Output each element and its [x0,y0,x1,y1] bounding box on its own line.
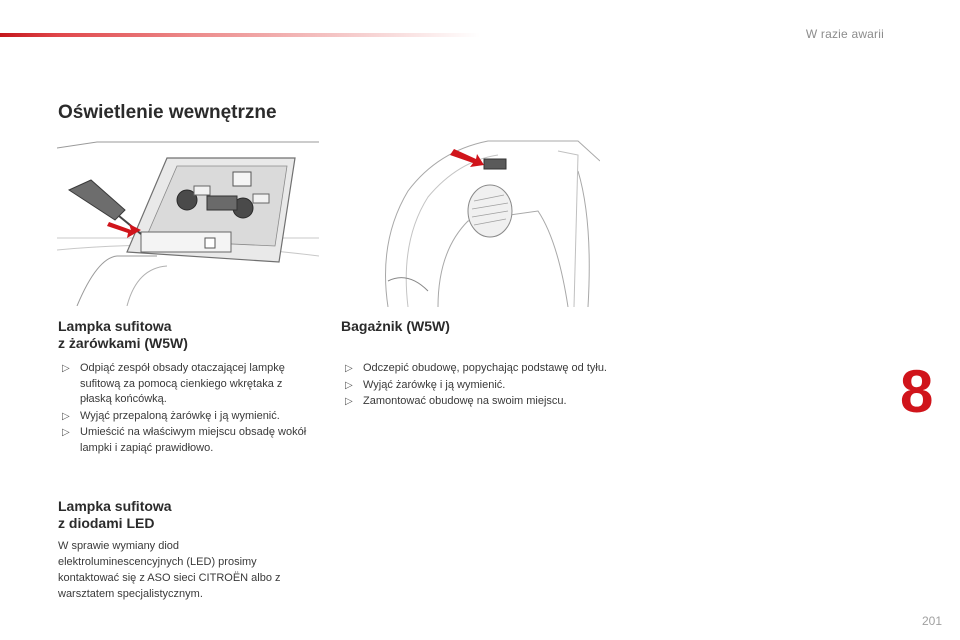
led-lamp-paragraph: W sprawie wymiany diod elektroluminescencyjnych (LED) prosimy kontaktować się z ASO sieci CITROËN albo z warsztatem specjalistycznym. [58,540,281,600]
list-item [60,409,315,425]
list-item [343,361,608,377]
bulb-lamp-title-line2: z żarówkami (W5W) [58,335,188,351]
ceiling-lamp-illustration [57,138,319,306]
boot-lamp-steps [343,361,608,411]
bulb-lamp-title [58,318,188,352]
triangle-bullet-icon: ▷ [345,396,353,407]
step-text: Odczepić obudowę, popychając podstawę od tyłu. [363,362,607,374]
step-text: Umieścić na właściwym miejscu obsadę wokół lampki i zapiąć prawidłowo. [80,426,307,454]
list-item [60,361,315,408]
triangle-bullet-icon: ▷ [62,427,70,438]
led-lamp-title-line2: z diodami LED [58,515,155,531]
triangle-bullet-icon: ▷ [62,410,70,422]
section-label: W razie awarii [805,27,884,41]
boot-lamp-illustration [378,131,600,307]
bulb-lamp-steps [60,361,315,457]
bulb-lamp-title-line1: Lampka sufitowa [58,318,172,334]
page-title: Oświetlenie wewnętrzne [58,102,277,123]
list-item [343,378,608,394]
step-text: Wyjąć przepaloną żarówkę i ją wymienić. [80,409,280,422]
list-item [60,425,315,456]
step-text: Wyjąć żarówkę i ją wymienić. [363,378,506,391]
triangle-bullet-icon: ▷ [62,363,70,374]
led-lamp-title [58,498,172,532]
boot-lamp-title: Bagażnik (W5W) [341,318,450,334]
led-lamp-title-line1: Lampka sufitowa [58,498,172,514]
step-text: Zamontować obudowę na swoim miejscu. [363,395,567,407]
page-number: 201 [921,614,942,628]
step-text: Odpiąć zespół obsady otaczającej lampkę sufitową za pomocą cienkiego wkrętaka z płaską końcówką. [80,362,285,405]
header-accent-bar [0,33,480,37]
chapter-number: 8 [900,358,934,425]
triangle-bullet-icon: ▷ [345,363,353,374]
list-item [343,394,608,410]
triangle-bullet-icon: ▷ [345,379,353,391]
